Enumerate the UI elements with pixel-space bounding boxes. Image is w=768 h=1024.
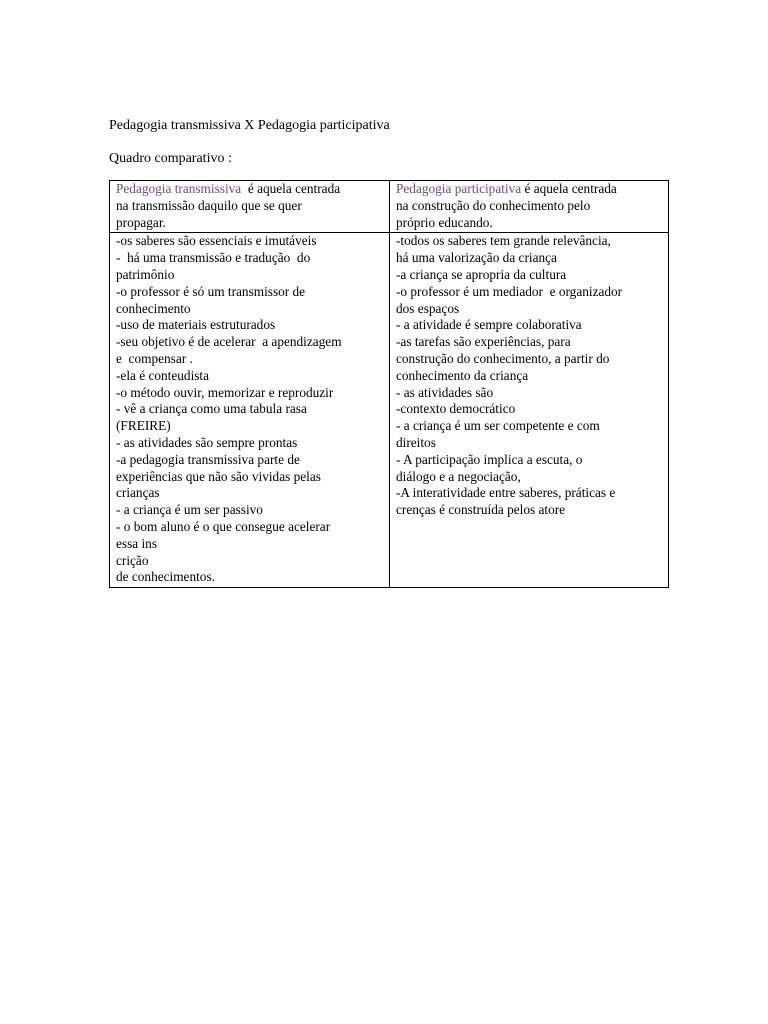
table-line: (FREIRE) bbox=[116, 418, 171, 434]
header-text: é aquela centrada bbox=[521, 181, 617, 196]
table-line: construção do conhecimento, a partir do bbox=[396, 350, 610, 366]
table-line: - a atividade é sempre colaborativa bbox=[396, 317, 582, 333]
table-line: experiências que não são vividas pelas bbox=[116, 468, 321, 484]
table-line: - a criança é um ser competente e com bbox=[396, 418, 600, 434]
table-line: -os saberes são essenciais e imutáveis bbox=[116, 233, 317, 249]
document-title: Pedagogia transmissiva X Pedagogia participativa bbox=[109, 118, 390, 133]
table-line: -A interatividade entre saberes, práticas e bbox=[396, 485, 616, 501]
table-line: -o professor é só um transmissor de bbox=[116, 283, 306, 299]
table-line: -as tarefas são experiências, para bbox=[396, 334, 571, 350]
header-line bbox=[116, 181, 384, 198]
header-line: na construção do conhecimento pelo bbox=[396, 197, 591, 213]
header-line: na transmissão daquilo que se quer bbox=[116, 197, 302, 213]
table-line: crenças é construída pelos atore bbox=[396, 502, 566, 518]
highlight-term: Pedagogia transmissiva bbox=[116, 181, 242, 196]
table-line: - há uma transmissão e tradução do bbox=[116, 250, 311, 266]
table-line: conhecimento bbox=[116, 300, 191, 316]
table-line: - as atividades são sempre prontas bbox=[116, 434, 298, 450]
table-line: -a criança se apropria da cultura bbox=[396, 266, 567, 282]
table-header-row bbox=[110, 181, 669, 233]
header-text: é aquela centrada bbox=[241, 181, 341, 196]
table-line: crianças bbox=[116, 485, 160, 501]
table-line: - vê a criança como uma tabula rasa bbox=[116, 401, 307, 417]
table-line: -seu objetivo é de acelerar a apendizagem bbox=[116, 334, 342, 350]
header-line: propagar. bbox=[116, 214, 166, 230]
table-line: -o professor é um mediador e organizador bbox=[396, 283, 623, 299]
table-line: há uma valorização da criança bbox=[396, 250, 557, 266]
table-line: crição bbox=[116, 552, 149, 568]
comparison-table bbox=[109, 180, 669, 588]
header-line: próprio educando. bbox=[396, 214, 493, 230]
table-line: direitos bbox=[396, 434, 436, 450]
table-line: - a criança é um ser passivo bbox=[116, 502, 263, 518]
table-line: -uso de materiais estruturados bbox=[116, 317, 276, 333]
header-line bbox=[396, 181, 663, 198]
table-line: e compensar . bbox=[116, 350, 193, 366]
header-cell-transmissiva bbox=[110, 181, 390, 233]
table-line: essa ins bbox=[116, 535, 157, 551]
body-cell-participativa bbox=[390, 233, 669, 588]
table-line: - as atividades são bbox=[396, 384, 494, 400]
table-line: patrimônio bbox=[116, 266, 175, 282]
table-line: - o bom aluno é o que consegue acelerar bbox=[116, 518, 331, 534]
body-cell-transmissiva bbox=[110, 233, 390, 588]
table-line: - A participação implica a escuta, o bbox=[396, 451, 583, 467]
table-line: -contexto democrático bbox=[396, 401, 516, 417]
table-line: conhecimento da criança bbox=[396, 367, 529, 383]
document-subtitle: Quadro comparativo : bbox=[109, 151, 232, 166]
table-line: diálogo e a negociação, bbox=[396, 468, 521, 484]
table-line: -o método ouvir, memorizar e reproduzir bbox=[116, 384, 334, 400]
table-line: de conhecimentos. bbox=[116, 569, 215, 585]
table-line: -todos os saberes tem grande relevância, bbox=[396, 233, 611, 249]
header-cell-participativa bbox=[390, 181, 669, 233]
highlight-term: Pedagogia participativa bbox=[396, 181, 522, 196]
table-body-row bbox=[110, 233, 669, 588]
table-line: dos espaços bbox=[396, 300, 460, 316]
table-line: -ela é conteudista bbox=[116, 367, 210, 383]
table-line: -a pedagogia transmissiva parte de bbox=[116, 451, 300, 467]
